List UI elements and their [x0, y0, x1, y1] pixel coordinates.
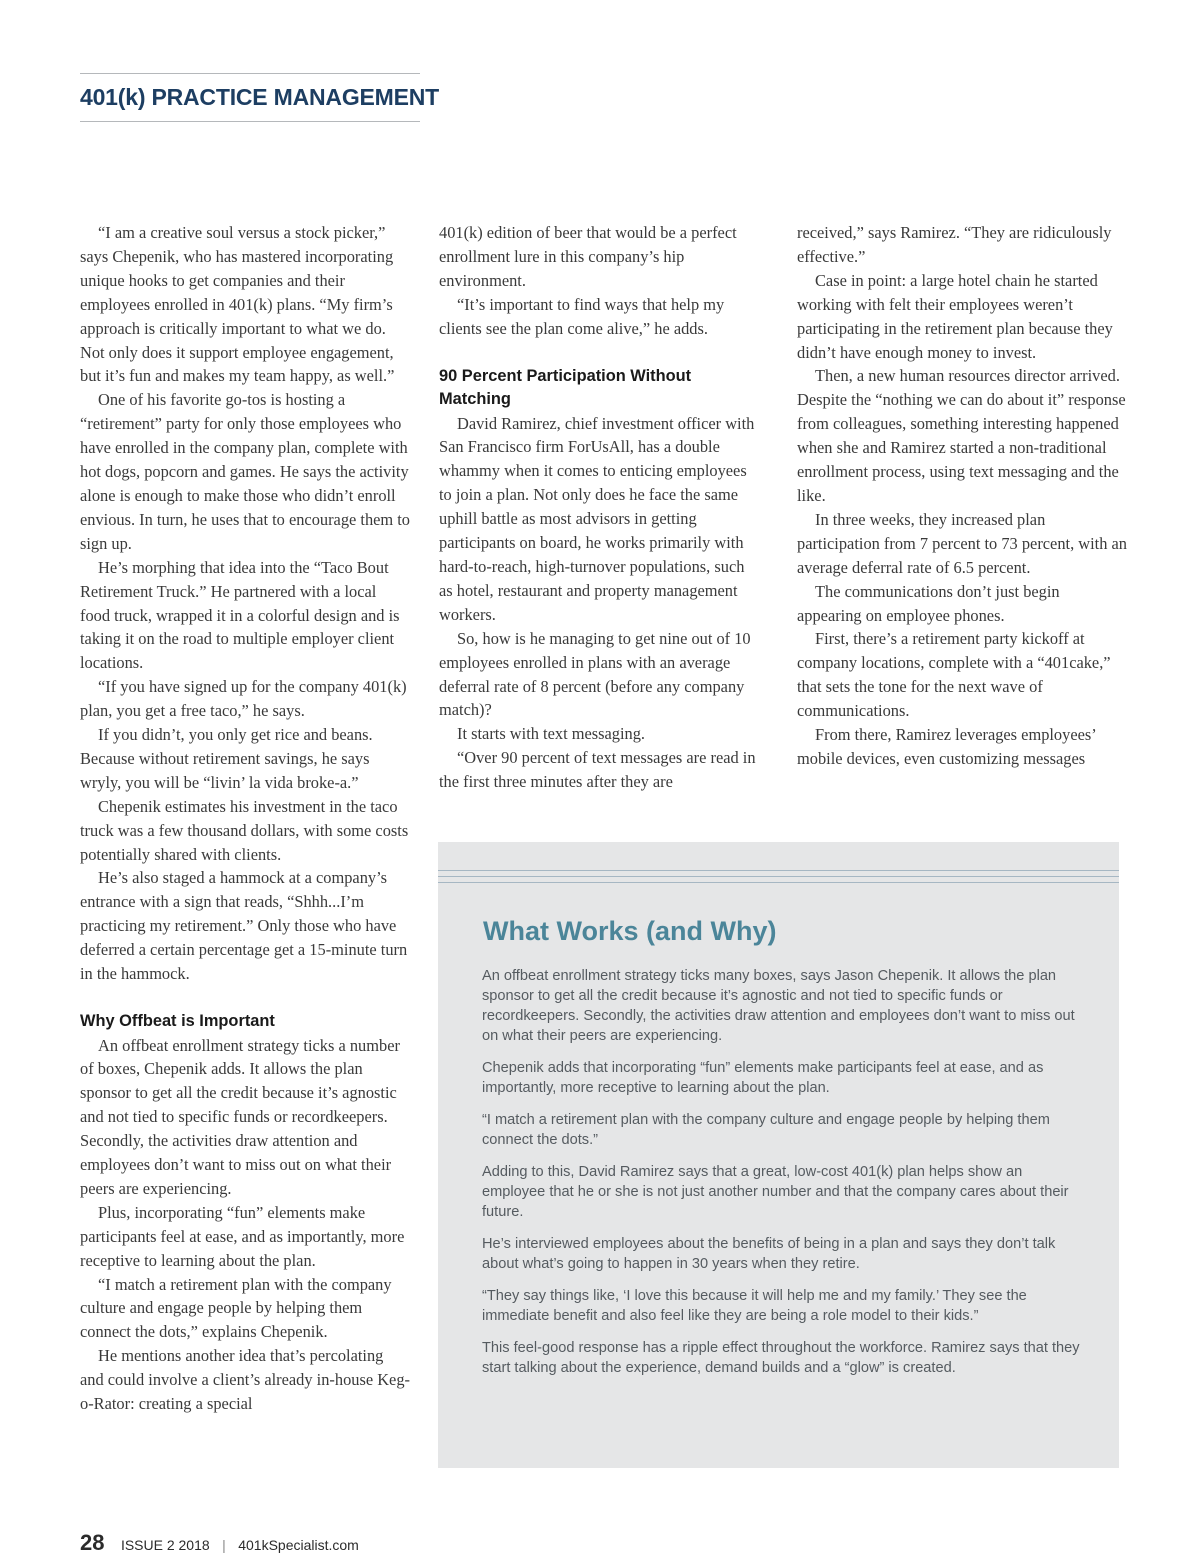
paragraph: 401(k) edition of beer that would be a perfect enrollment lure in this company’s hip environment. [439, 223, 737, 290]
paragraph: He mentions another idea that’s percolating and could involve a client’s already in-house Keg-o-Rator: creating a special [80, 1346, 410, 1414]
footer-separator: | [222, 1537, 226, 1553]
subheading-90-percent: 90 Percent Participation Without Matching [439, 366, 692, 409]
paragraph: David Ramirez, chief investment officer with San Francisco firm ForUsAll, has a double whammy when it comes to enticing employees to join a plan. Not only does he face the same uphill battle as most advisors in getting participants on board, he works primarily with hard-to-reach, high-turnover populations, such as hotel, restaurant and property management workers. [439, 413, 755, 624]
paragraph: It starts with text messaging. [457, 724, 646, 744]
paragraph: One of his favorite go-tos is hosting a “retirement” party for only those employees who have enrolled in the company plan, complete with hot dogs, popcorn and games. He says the activity alone is enough to make those who didn’t enroll envious. In turn, he uses that to encourage them to sign up. [80, 390, 411, 553]
paragraph: Plus, incorporating “fun” elements make participants feel at ease, and as importantly, more receptive to learning about the plan. [80, 1202, 405, 1270]
article-column-1 [80, 221, 410, 1416]
issue-label: ISSUE 2 2018 [120, 1537, 210, 1553]
subheading-why-offbeat: Why Offbeat is Important [80, 1012, 275, 1030]
sidebar-paragraph: This feel-good response has a ripple effect throughout the workforce. Ramirez says that they start talking about the experience, demand builds and a “glow” is created. [482, 1340, 1080, 1376]
sidebar-rule [438, 876, 1119, 877]
spacer [439, 341, 761, 365]
paragraph: So, how is he managing to get nine out of 10 employees enrolled in plans with an average deferral rate of 8 percent (before any company match)? [439, 628, 751, 720]
sidebar-paragraph: “They say things like, ‘I love this because it will help me and my family.’ They see the immediate benefit and also feel like they are being a role model to their kids.” [482, 1288, 1027, 1324]
sidebar-paragraph: Adding to this, David Ramirez says that a great, low-cost 401(k) plan helps show an employee that he or she is not just another number and that the company cares about their future. [482, 1164, 1069, 1220]
sidebar-box [438, 842, 1119, 1468]
paragraph: He’s also staged a hammock at a company’s entrance with a sign that reads, “Shhh...I’m practicing my retirement.” Only those who have deferred a certain percentage get a 15-minute turn in the hammock. [80, 868, 408, 984]
section-title: 401(k) PRACTICE MANAGEMENT [80, 84, 440, 110]
paragraph: Then, a new human resources director arrived. Despite the “nothing we can do about it” response from colleagues, something interesting happened when she and Ramirez started a non-traditional enrollment process, using text messaging and the like. [797, 366, 1126, 505]
header-rule-top [80, 73, 420, 74]
header-rule-bottom [80, 121, 420, 122]
paragraph: First, there’s a retirement party kickoff at company locations, complete with a “401cake,” that sets the tone for the next wave of communications. [797, 629, 1111, 721]
paragraph: He’s morphing that idea into the “Taco Bout Retirement Truck.” He partnered with a local food truck, wrapped it in a colorful design and is taking it on the road to multiple employer client locations. [80, 557, 400, 673]
page-number: 28 [80, 1530, 105, 1555]
spacer [80, 986, 410, 1010]
paragraph: Case in point: a large hotel chain he started working with felt their employees weren’t participating in the retirement plan because they didn’t have enough money to invest. [797, 270, 1113, 362]
paragraph: From there, Ramirez leverages employees’ mobile devices, even customizing messages [797, 725, 1096, 768]
sidebar-title: What Works (and Why) [483, 916, 777, 946]
sidebar-rule [438, 882, 1119, 883]
article-column-3 [797, 221, 1127, 771]
page-footer [80, 1530, 359, 1556]
sidebar-body [482, 966, 1082, 1390]
paragraph: “I am a creative soul versus a stock picker,” says Chepenik, who has mastered incorporating unique hooks to get companies and their employees enrolled in 401(k) plans. “My firm’s approach is critically important to what we do. Not only does it support employee engagement, but it’s fun and makes my team happy, as well.” [80, 223, 395, 386]
paragraph: “Over 90 percent of text messages are read in the first three minutes after they are [439, 748, 756, 792]
article-column-2 [439, 221, 761, 794]
paragraph: “If you have signed up for the company 401(k) plan, you get a free taco,” he says. [80, 677, 407, 721]
paragraph: The communications don’t just begin appearing on employee phones. [797, 581, 1060, 625]
website-link[interactable]: 401kSpecialist.com [238, 1537, 359, 1553]
paragraph: Chepenik estimates his investment in the taco truck was a few thousand dollars, with some costs potentially shared with clients. [80, 796, 409, 864]
sidebar-paragraph: He’s interviewed employees about the benefits of being in a plan and says they don’t talk about what’s going to happen in 30 years when they retire. [482, 1236, 1056, 1272]
sidebar-rule [438, 870, 1119, 871]
paragraph: An offbeat enrollment strategy ticks a number of boxes, Chepenik adds. It allows the plan sponsor to get all the credit because it’s agnostic and not tied to specific funds or recordkeepers. Secondly, the activities draw attention and employees don’t want to miss out on what their peers are experiencing. [80, 1035, 400, 1198]
sidebar-paragraph: “I match a retirement plan with the company culture and engage people by helping them connect the dots.” [482, 1112, 1050, 1148]
paragraph: “I match a retirement plan with the company culture and engage people by helping them connect the dots,” explains Chepenik. [80, 1274, 392, 1342]
sidebar-paragraph: Chepenik adds that incorporating “fun” elements make participants feel at ease, and as importantly, more receptive to learning about the plan. [482, 1060, 1044, 1096]
paragraph: received,” says Ramirez. “They are ridiculously effective.” [797, 223, 1112, 266]
paragraph: “It’s important to find ways that help my clients see the plan come alive,” he adds. [439, 294, 725, 338]
paragraph: If you didn’t, you only get rice and beans. Because without retirement savings, he says wryly, you will be “livin’ la vida broke-a.” [80, 725, 373, 792]
paragraph: In three weeks, they increased plan participation from 7 percent to 73 percent, with an average deferral rate of 6.5 percent. [797, 509, 1127, 577]
sidebar-paragraph: An offbeat enrollment strategy ticks many boxes, says Jason Chepenik. It allows the plan sponsor to get all the credit because it’s agnostic and not tied to specific funds or recordkeepers. Secondly, the activities draw attention and employees don’t want to miss out on what their peers are experiencing. [482, 968, 1075, 1044]
